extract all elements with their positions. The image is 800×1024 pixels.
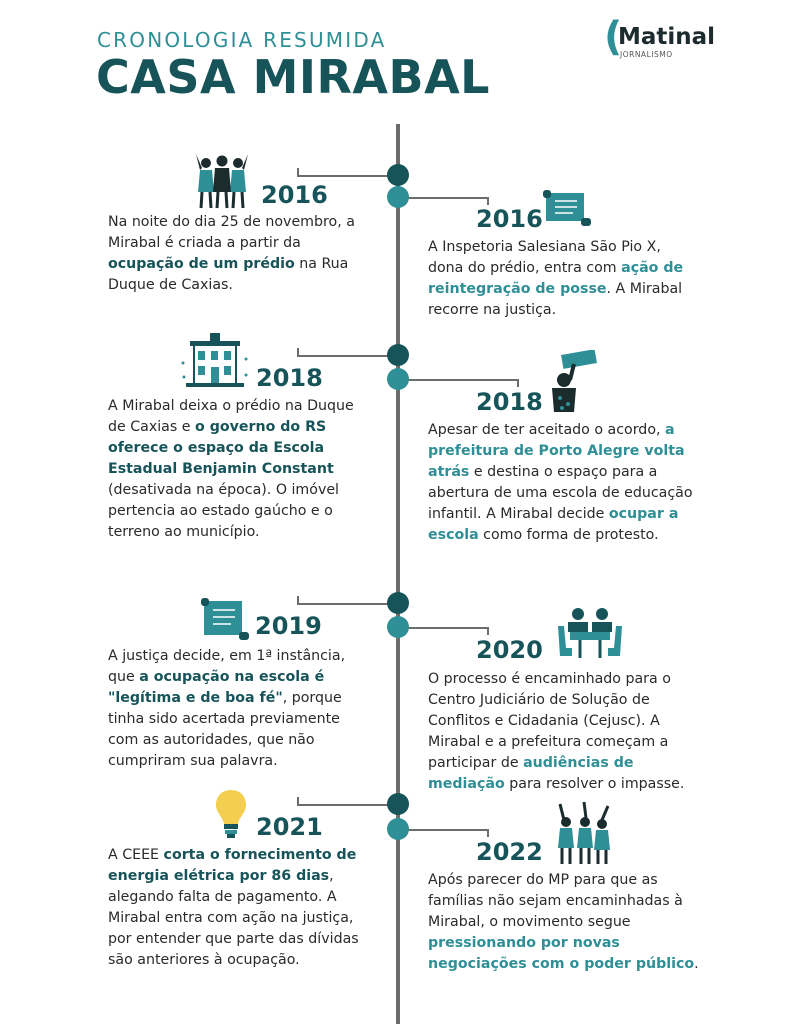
event-description: A Inspetoria Salesiana São Pio X, dona do prédio, entra com ação de reintegração de posse. A Mirabal recorre na justiça. [428, 239, 684, 318]
building-icon [180, 333, 250, 389]
timeline-dot [387, 793, 409, 815]
timeline-dot [387, 368, 409, 390]
event-year: 2018 [256, 364, 323, 392]
lightbulb-icon [214, 788, 248, 840]
event-year: 2019 [255, 612, 322, 640]
timeline-dot [387, 818, 409, 840]
timeline-dot [387, 592, 409, 614]
event-year: 2016 [476, 205, 543, 233]
meeting-table-icon [556, 606, 624, 660]
timeline-dot [387, 344, 409, 366]
event-description: Após parecer do MP para que as famílias não sejam encaminhadas à Mirabal, o movimento segue pressionando por novas negociações com o poder público. [428, 872, 699, 972]
event-description: A Mirabal deixa o prédio na Duque de Caxias e o governo do RS oferece o espaço da Escola Estadual Benjamin Constant (desativada na época). O imóvel pertencia ao estado gaúcho e o terreno ao município. [108, 398, 354, 540]
timeline-connector [297, 603, 389, 605]
event-description: Na noite do dia 25 de novembro, a Mirabal é criada a partir da ocupação de um prédio na Rua Duque de Caxias. [108, 214, 355, 293]
timeline-dot [387, 164, 409, 186]
protester-sign-icon [544, 350, 600, 416]
scroll-icon [201, 598, 249, 640]
matinal-logo: ( Matinal JORNALISMO [604, 14, 716, 60]
event-year: 2021 [256, 813, 323, 841]
timeline-connector [407, 197, 489, 199]
event-description: Apesar de ter aceitado o acordo, a prefeitura de Porto Alegre volta atrás e destina o espaço para a abertura de uma escola de educação infantil. A Mirabal decide ocupar a escola como forma de protesto. [428, 422, 693, 543]
timeline-dot [387, 186, 409, 208]
event-year: 2016 [261, 181, 328, 209]
page-title: CASA MIRABAL [96, 50, 490, 104]
event-year: 2020 [476, 636, 543, 664]
event-description: O processo é encaminhado para o Centro Judiciário de Solução de Conflitos e Cidadania (Cejusc). A Mirabal e a prefeitura começam a participar de audiências de mediação para resolver o impasse. [428, 671, 685, 792]
page-subtitle: CRONOLOGIA RESUMIDA [97, 28, 387, 52]
timeline-connector [407, 829, 489, 831]
women-raising-fists-icon [552, 800, 616, 866]
timeline-connector [297, 175, 389, 177]
timeline-connector [407, 379, 519, 381]
timeline-connector [297, 355, 389, 357]
scroll-icon [543, 190, 591, 226]
event-year: 2022 [476, 838, 543, 866]
timeline-spine [396, 124, 400, 1024]
timeline-connector [407, 627, 489, 629]
event-description: A justiça decide, em 1ª instância, que a ocupação na escola é "legítima e de boa fé", porque tinha sido acertada previamente com as autoridades, que não cumpriram sua palavra. [108, 648, 346, 769]
timeline-dot [387, 616, 409, 638]
timeline-connector [297, 804, 389, 806]
women-celebrating-icon [192, 152, 252, 210]
event-description: A CEEE corta o fornecimento de energia elétrica por 86 dias, alegando falta de pagamento. A Mirabal entra com ação na justiça, por entender que parte das dívidas são anteriores à ocupação. [108, 847, 359, 968]
event-year: 2018 [476, 388, 543, 416]
